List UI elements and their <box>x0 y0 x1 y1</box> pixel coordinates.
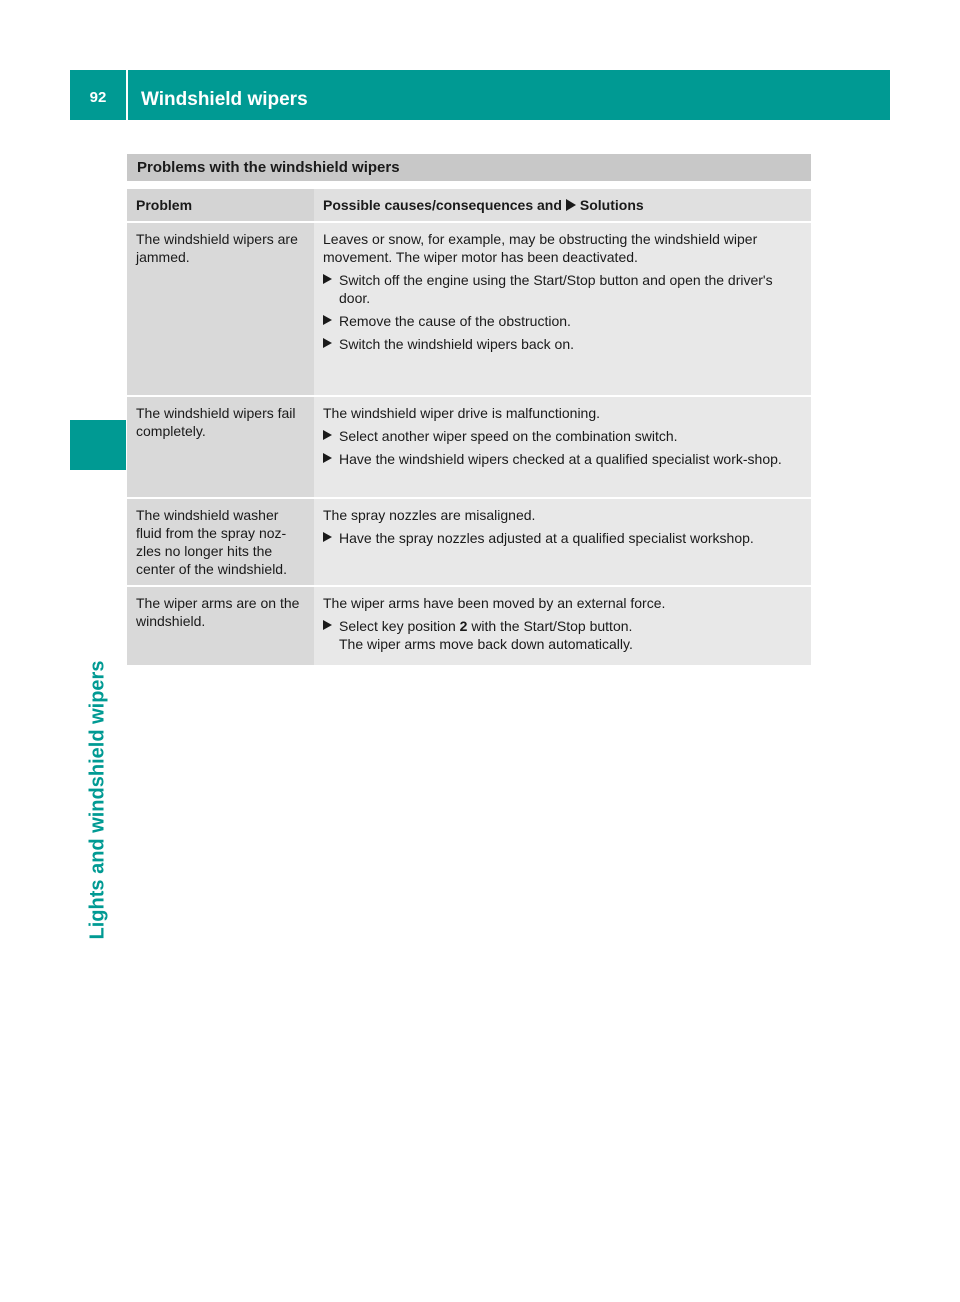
column-header-solutions-suffix: Solutions <box>579 197 644 213</box>
arrow-right-icon <box>323 532 332 542</box>
problem-cell: The wiper arms are on the windshield. <box>127 587 314 665</box>
table-row <box>127 587 811 667</box>
page-number: 92 <box>89 89 107 106</box>
cause-text: Leaves or snow, for example, may be obstructing the windshield wiper movement. The wiper motor has been deactivated. <box>323 231 758 265</box>
solution-step <box>323 617 805 653</box>
solution-step <box>323 450 805 468</box>
column-header-problem: Problem <box>127 189 314 221</box>
step-text: Have the windshield wipers checked at a qualified specialist work-shop. <box>339 451 782 467</box>
step-text-suffix: with the Start/Stop button. <box>471 618 633 634</box>
step-text-prefix: Select key position <box>339 618 456 634</box>
arrow-right-icon <box>323 274 332 284</box>
step-text: Remove the cause of the obstruction. <box>339 313 571 329</box>
step-text: Switch off the engine using the Start/Stop button and open the driver's door. <box>339 272 773 306</box>
arrow-right-icon <box>323 453 332 463</box>
solution-step <box>323 427 805 445</box>
cause-text: The spray nozzles are misaligned. <box>323 507 536 523</box>
table-title: Problems with the windshield wipers <box>127 154 811 181</box>
side-tab-label: Lights and windshield wipers <box>86 660 109 940</box>
solution-cell <box>314 499 811 585</box>
solution-step <box>323 271 805 307</box>
table-row <box>127 223 811 397</box>
arrow-right-icon <box>323 338 332 348</box>
column-header-solutions-prefix: Possible causes/consequences and <box>323 197 562 213</box>
problem-cell: The windshield wipers fail completely. <box>127 397 314 497</box>
problem-cell: The windshield wipers are jammed. <box>127 223 314 395</box>
table-header-row <box>127 189 811 223</box>
problems-table <box>127 154 811 667</box>
step-note: The wiper arms move back down automatically. <box>339 636 633 652</box>
step-text: Have the spray nozzles adjusted at a qualified specialist workshop. <box>339 530 754 546</box>
solution-step <box>323 312 805 330</box>
header-divider <box>126 70 128 120</box>
arrow-right-icon <box>566 199 576 211</box>
solution-cell <box>314 587 811 665</box>
solution-step <box>323 529 805 547</box>
problem-cell: The windshield washer fluid from the spray noz-zles no longer hits the center of the windshield. <box>127 499 314 585</box>
arrow-right-icon <box>323 315 332 325</box>
page-header <box>70 70 890 120</box>
cause-text: The windshield wiper drive is malfunctioning. <box>323 405 601 421</box>
table-row <box>127 499 811 587</box>
step-text: Select another wiper speed on the combination switch. <box>339 428 678 444</box>
page-title: Windshield wipers <box>141 89 308 110</box>
arrow-right-icon <box>323 620 332 630</box>
solution-step <box>323 335 805 353</box>
cause-text: The wiper arms have been moved by an external force. <box>323 595 666 611</box>
solution-cell <box>314 397 811 497</box>
solution-cell <box>314 223 811 395</box>
key-position-value: 2 <box>459 618 468 634</box>
table-row <box>127 397 811 499</box>
column-header-solutions <box>314 189 811 221</box>
step-text: Switch the windshield wipers back on. <box>339 336 575 352</box>
side-tab-marker <box>70 420 126 470</box>
arrow-right-icon <box>323 430 332 440</box>
